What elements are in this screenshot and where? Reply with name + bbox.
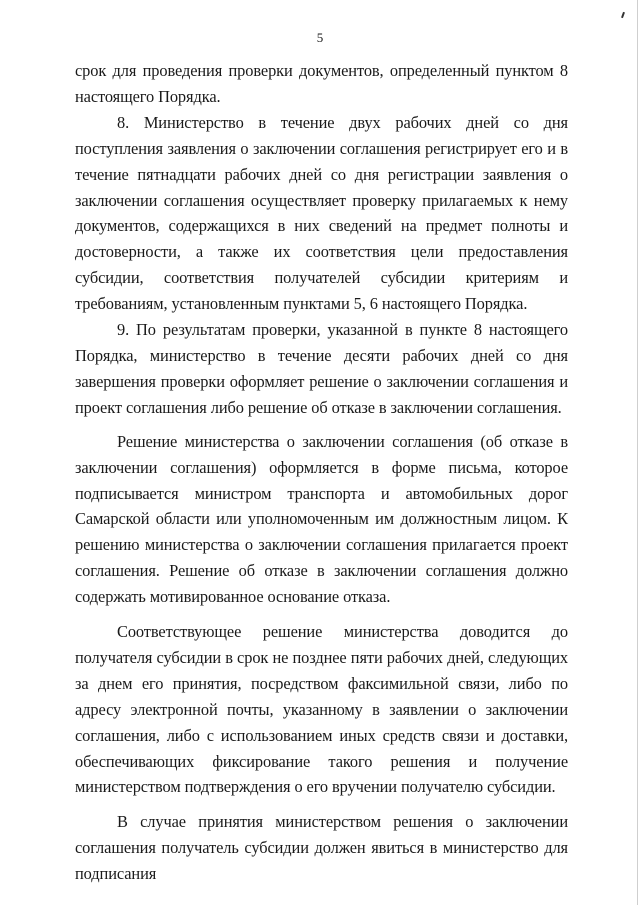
paragraph-decision-delivery: Соответствующее решение министерства доводится до получателя субсидии в срок не позднее пяти рабочих дней, следующих за днем его принятия, посредством факсимильной связи, либо по адресу электронной почты, указанному в заявлении о заключении соглашения, либо с использованием иных средств связи и доставки, обеспечивающих фиксирование такого решения и получение министерством подтверждения о его вручении получателю субсидии. bbox=[75, 622, 568, 797]
page-number: 5 bbox=[316, 30, 324, 45]
paragraph-decision-form: Решение министерства о заключении соглашения (об отказе в заключении соглашения) оформляется в форме письма, которое подписывается министром транспорта и автомобильных дорог Самарской области или уполномоченным им должностным лицом. К решению министерства о заключении соглашения прилагается проект соглашения. Решение об отказе в заключении соглашения должно содержать мотивированное основание отказа. bbox=[75, 431, 568, 607]
paragraph-item-8: 8. Министерство в течение двух рабочих дней со дня поступления заявления о заключении соглашения регистрирует его и в течение пятнадцати рабочих дней со дня регистрации заявления о заключении соглашения осуществляет проверку прилагаемых к нему документов, содержащихся в них сведений на предмет полноты и достоверности, а также их соответствия цели предоставления субсидии, соответствия получателей субсидии критериям и требованиям, установленным пунктами 5, 6 настоящего Порядка. bbox=[75, 112, 568, 314]
paragraph-continuation: срок для проведения проверки документов, определенный пунктом 8 настоящего Порядка. bbox=[75, 61, 568, 106]
scan-mark bbox=[621, 12, 625, 18]
document-body bbox=[75, 58, 568, 887]
paragraph-agreement-signing: В случае принятия министерством решения о заключении соглашения получатель субсидии должен явиться в министерство для подписания bbox=[75, 812, 568, 884]
paragraph-item-9: 9. По результатам проверки, указанной в пункте 8 настоящего Порядка, министерство в течение десяти рабочих дней со дня завершения проверки оформляет решение о заключении соглашения и проект соглашения либо решение об отказе в заключении соглашения. bbox=[75, 320, 568, 417]
page-edge bbox=[637, 0, 638, 905]
